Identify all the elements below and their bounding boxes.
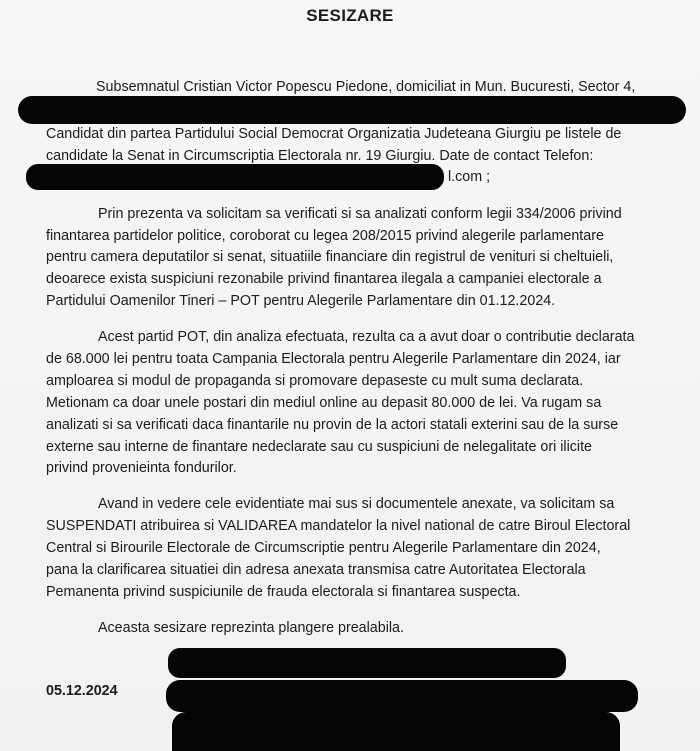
para2-line1: Prin prezenta va solicitam sa verificati si sa analizati conform legii 334/2006 privind — [98, 206, 622, 222]
redaction-signature-1 — [168, 648, 566, 678]
para1-line1: Subsemnatul Cristian Victor Popescu Piedone, domiciliat in Mun. Bucuresti, Sector 4, — [96, 79, 636, 95]
para2-line4: deoarece exista suspiciuni rezonabile privind finantarea ilegala a campaniei electorale a — [46, 271, 602, 287]
document-date: 05.12.2024 — [46, 683, 118, 699]
para4-line5: Pemanenta privind suspiciunile de frauda electorala si finantarea suspecta. — [46, 584, 521, 600]
para3-line5: analizati si sa verificati daca finantarile nu provin de la actori statali exterini sau de la surse — [46, 417, 619, 433]
redaction-address — [18, 96, 686, 124]
para2-line5: Partidului Oamenilor Tineri – POT pentru Alegerile Parlamentare din 01.12.2024. — [46, 293, 556, 309]
para1-line3: candidate la Senat in Circumscriptia Electorala nr. 19 Giurgiu. Date de contact Telefon: — [46, 148, 594, 164]
para2-line3: pentru camera deputatilor si senat, situatiile financiare din registrul de venituri si cheltuieli, — [46, 249, 614, 265]
redaction-signature-2 — [166, 680, 638, 712]
para4-line1: Avand in vedere cele evidentiate mai sus si documentele anexate, va solicitam sa — [98, 496, 615, 512]
para4-line4: pana la clarificarea situatiei din adresa anexata transmisa catre Autoritatea Electorala — [46, 562, 586, 578]
document-title: SESIZARE — [306, 6, 394, 25]
redaction-contact — [26, 164, 444, 190]
para3-line3: amploarea si modul de propaganda si promovare depaseste cu mult suma declarata. — [46, 373, 584, 389]
para3-line2: de 68.000 lei pentru toata Campania Electorala pentru Alegerile Parlamentare din 2024, iar — [46, 351, 621, 367]
para1-line2: Candidat din partea Partidului Social Democrat Organizatia Judeteana Giurgiu pe listele de — [46, 126, 622, 142]
para3-line6: externe sau interne de finantare nedeclarate sau cu suspiciuni de nelegalitate ori ilicite — [46, 439, 593, 455]
para1-line4: l.com ; — [448, 169, 491, 185]
para5-line1: Aceasta sesizare reprezinta plangere prealabila. — [98, 620, 404, 636]
para4-line3: Central si Birourile Electorale de Circumscriptie pentru Alegerile Parlamentare din 2024, — [46, 540, 601, 556]
para3-line7: privind provenieinta fondurilor. — [46, 460, 237, 476]
para3-line4: Metionam ca doar unele postari din mediul online au depasit 80.000 de lei. Va rugam sa — [46, 395, 602, 411]
para4-line2: SUSPENDATI atribuirea si VALIDAREA mandatelor la nivel national de catre Biroul Electoral — [46, 518, 631, 534]
para2-line2: finantarea partidelor politice, coroborat cu legea 208/2015 privind alegerile parlamentare — [46, 228, 604, 244]
para3-line1: Acest partid POT, din analiza efectuata, rezulta ca a avut doar o contributie declarata — [98, 329, 635, 345]
redaction-signature-3 — [172, 712, 620, 751]
